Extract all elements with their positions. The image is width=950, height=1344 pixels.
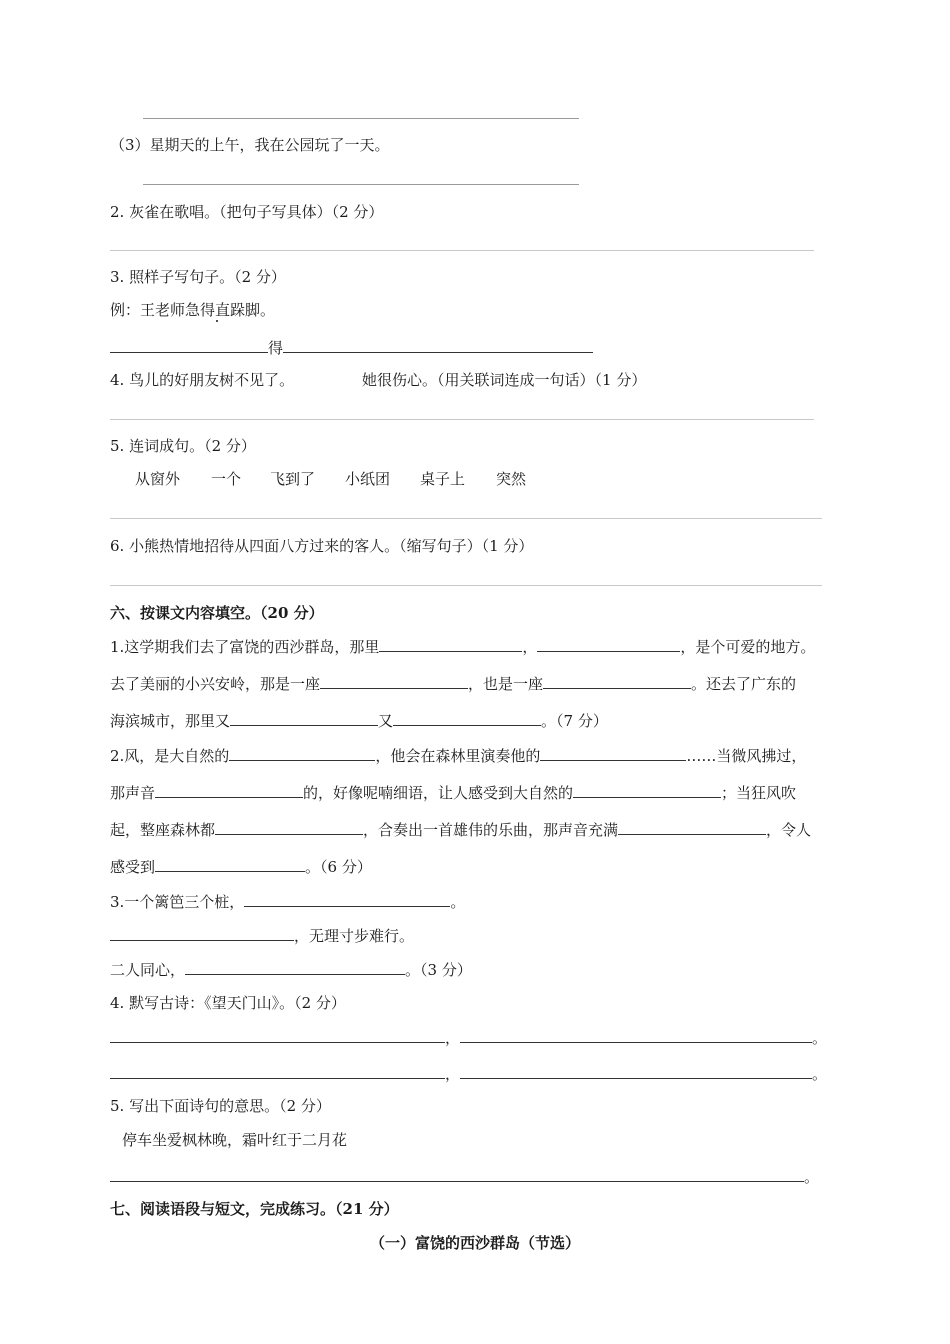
answer-blank[interactable] bbox=[110, 1027, 445, 1043]
poem-line-1 bbox=[110, 1027, 827, 1048]
answer-blank[interactable] bbox=[110, 1166, 804, 1182]
question-4-text-b: 她很伤心。（用关联词连成一句话）（1 分） bbox=[362, 371, 647, 389]
answer-blank[interactable] bbox=[537, 636, 680, 652]
emphasis-dot bbox=[216, 320, 218, 322]
fill-text: 。 bbox=[812, 1065, 828, 1083]
meaning-question-title: 5. 写出下面诗句的意思。（2 分） bbox=[110, 1097, 331, 1115]
word-chip: 小纸团 bbox=[345, 470, 391, 488]
answer-blank[interactable] bbox=[573, 782, 721, 798]
fill-line-2-4 bbox=[110, 856, 372, 877]
answer-blank[interactable] bbox=[320, 673, 468, 689]
fill-text: 感受到 bbox=[110, 858, 156, 876]
word-chip: 桌子上 bbox=[420, 470, 466, 488]
fill-text: ，合奏出一首雄伟的乐曲，那声音充满 bbox=[363, 821, 619, 839]
fill-text: 去了美丽的小兴安岭，那是一座 bbox=[110, 675, 321, 693]
answer-blank[interactable] bbox=[393, 710, 541, 726]
question-6-text: 6. 小熊热情地招待从四面八方过来的客人。（缩写句子）（1 分） bbox=[110, 537, 534, 555]
fill-text: ，他会在森林里演奏他的 bbox=[375, 747, 541, 765]
fill-text: 起，整座森林都 bbox=[110, 821, 216, 839]
word-chip: 一个 bbox=[211, 470, 242, 488]
meaning-answer-row bbox=[110, 1166, 819, 1187]
answer-blank[interactable] bbox=[110, 1063, 445, 1079]
answer-line bbox=[110, 518, 822, 519]
fill-text: ；当狂风吹 bbox=[721, 784, 797, 802]
fill-line-3-2 bbox=[110, 925, 414, 946]
answer-line bbox=[143, 184, 579, 185]
answer-line bbox=[110, 419, 814, 420]
answer-blank[interactable] bbox=[230, 710, 378, 726]
word-chip: 从窗外 bbox=[135, 470, 181, 488]
imitate-answer-row bbox=[110, 337, 593, 358]
fill-text: 又 bbox=[378, 712, 394, 730]
question-5-text: 5. 连词成句。（2 分） bbox=[110, 437, 256, 455]
question-3-imitate-text: 3. 照样子写句子。（2 分） bbox=[110, 268, 286, 286]
answer-blank[interactable] bbox=[229, 745, 375, 761]
fill-line-3-3 bbox=[110, 959, 472, 980]
answer-blank[interactable] bbox=[540, 745, 686, 761]
example-sentence: 例：王老师急得直跺脚。 bbox=[110, 301, 276, 319]
fill-text: 。（6 分） bbox=[305, 858, 372, 876]
fill-text: 3.一个篱笆三个桩， bbox=[110, 893, 245, 911]
fill-text: ，是个可爱的地方。 bbox=[680, 638, 816, 656]
poem-question-title: 4. 默写古诗：《望天门山》。（2 分） bbox=[110, 994, 346, 1012]
fill-text: ，令人 bbox=[766, 821, 812, 839]
answer-blank[interactable] bbox=[185, 959, 405, 975]
answer-blank[interactable] bbox=[110, 337, 268, 353]
fill-text: 海滨城市，那里又 bbox=[110, 712, 231, 730]
answer-blank[interactable] bbox=[460, 1027, 812, 1043]
de-char: 得 bbox=[268, 339, 284, 357]
answer-blank[interactable] bbox=[155, 782, 303, 798]
answer-blank[interactable] bbox=[215, 819, 363, 835]
fill-line-1-1 bbox=[110, 636, 815, 657]
fill-text: 2.风，是大自然的 bbox=[110, 747, 230, 765]
answer-blank[interactable] bbox=[283, 337, 593, 353]
section-6-title: 六、按课文内容填空。（20 分） bbox=[110, 604, 324, 622]
fill-text: ……当微风拂过， bbox=[686, 747, 807, 765]
word-chip: 飞到了 bbox=[270, 470, 316, 488]
answer-line bbox=[110, 585, 822, 586]
section-7-title: 七、阅读语段与短文，完成练习。（21 分） bbox=[110, 1200, 399, 1218]
fill-text: 。（3 分） bbox=[405, 961, 472, 979]
question-2-text: 2. 灰雀在歌唱。（把句子写具体）（2 分） bbox=[110, 203, 384, 221]
fill-text: ， bbox=[522, 638, 538, 656]
answer-line bbox=[143, 118, 579, 119]
poem-quote: 停车坐爱枫林晚，霜叶红于二月花 bbox=[122, 1131, 348, 1149]
fill-text: 的，好像呢喃细语，让人感受到大自然的 bbox=[303, 784, 574, 802]
fill-line-2-1 bbox=[110, 745, 806, 766]
fill-line-2-2 bbox=[110, 782, 796, 803]
answer-blank[interactable] bbox=[379, 636, 522, 652]
fill-text: 。 bbox=[804, 1168, 820, 1186]
fill-text: 。 bbox=[812, 1029, 828, 1047]
poem-line-2 bbox=[110, 1063, 827, 1084]
fill-text: 。 bbox=[450, 893, 466, 911]
fill-text: 那声音 bbox=[110, 784, 156, 802]
fill-line-2-3 bbox=[110, 819, 811, 840]
fill-text: 二人同心， bbox=[110, 961, 186, 979]
fill-text: ， bbox=[445, 1065, 461, 1083]
answer-blank[interactable] bbox=[244, 891, 450, 907]
answer-blank[interactable] bbox=[543, 673, 691, 689]
answer-blank[interactable] bbox=[155, 856, 305, 872]
fill-text: 。还去了广东的 bbox=[691, 675, 797, 693]
answer-blank[interactable] bbox=[110, 925, 294, 941]
question-4-text-a: 4. 鸟儿的好朋友树不见了。 bbox=[110, 371, 295, 389]
passage-title: （一）富饶的西沙群岛（节选） bbox=[369, 1234, 580, 1252]
fill-text: 1.这学期我们去了富饶的西沙群岛，那里 bbox=[110, 638, 380, 656]
fill-text: ， bbox=[445, 1029, 461, 1047]
fill-text: ，无理寸步难行。 bbox=[294, 927, 415, 945]
fill-text: ，也是一座 bbox=[468, 675, 544, 693]
answer-blank[interactable] bbox=[618, 819, 766, 835]
word-chip: 突然 bbox=[496, 470, 527, 488]
fill-line-3-1 bbox=[110, 891, 465, 912]
fill-line-1-2 bbox=[110, 673, 796, 694]
fill-text: 。（7 分） bbox=[541, 712, 608, 730]
question-3-text: （3）星期天的上午，我在公园玩了一天。 bbox=[110, 136, 390, 154]
answer-blank[interactable] bbox=[460, 1063, 812, 1079]
answer-line bbox=[110, 250, 814, 251]
fill-line-1-3 bbox=[110, 710, 608, 731]
